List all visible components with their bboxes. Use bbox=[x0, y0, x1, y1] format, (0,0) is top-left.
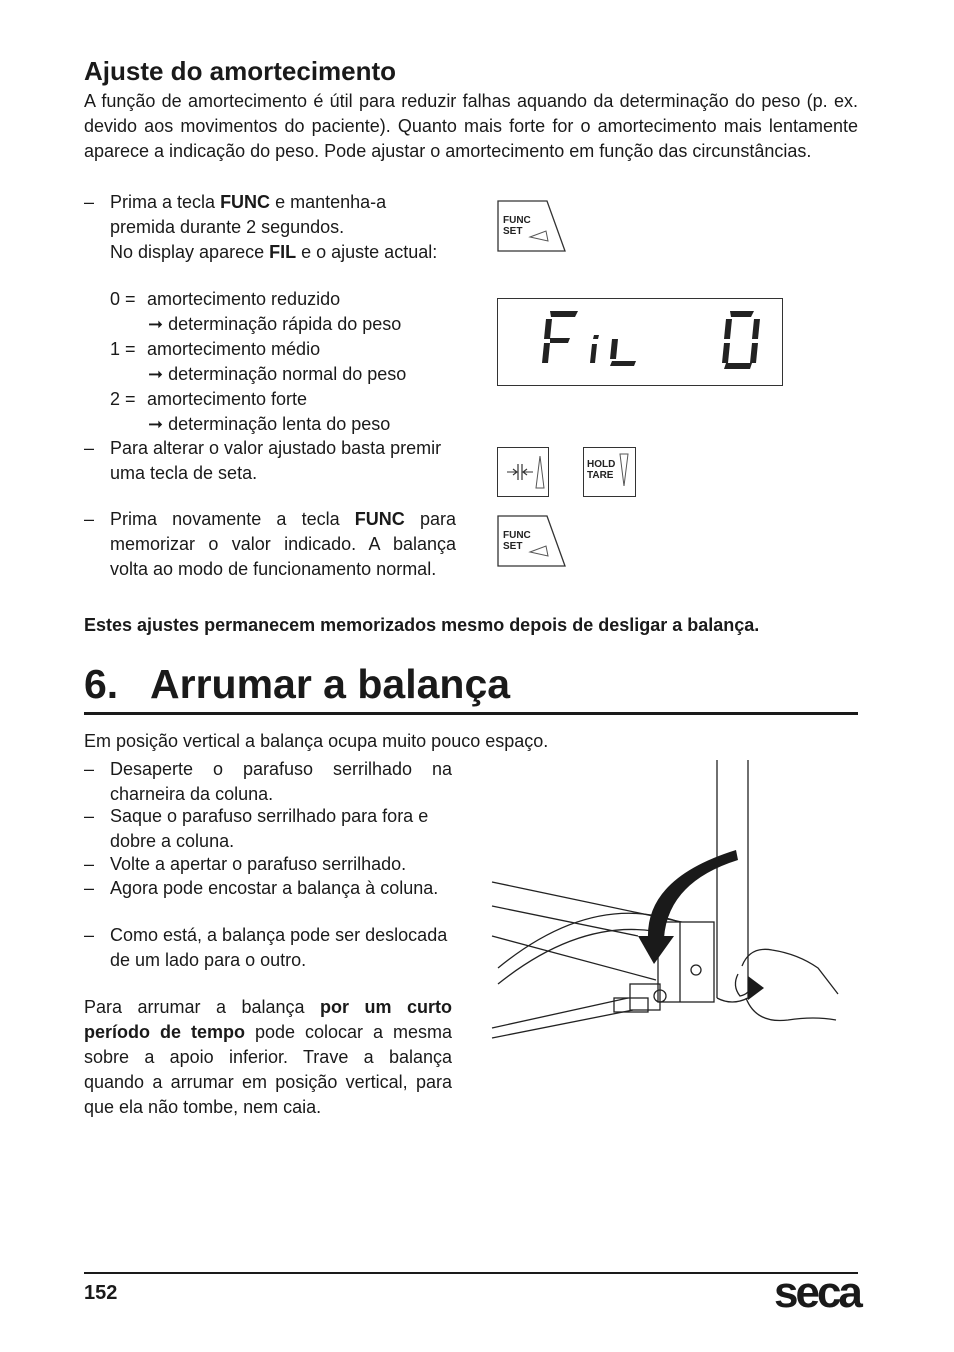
step3-key: FUNC bbox=[354, 509, 405, 529]
lcd-display bbox=[497, 298, 783, 386]
func-set-key[interactable] bbox=[497, 200, 567, 252]
step3-pre: Prima novamente a tecla bbox=[110, 509, 340, 529]
arrow-right-icon: ➞ bbox=[148, 414, 164, 434]
dash: – bbox=[84, 806, 95, 826]
rotate-arrow-icon bbox=[748, 976, 764, 1000]
option-0-label: amortecimento reduzido bbox=[147, 289, 341, 309]
brand-logo: seca bbox=[774, 1268, 860, 1317]
tare-arrow-icon bbox=[498, 448, 548, 496]
para-pre: Para arrumar a balança bbox=[84, 997, 305, 1017]
para-bold: por um curto período de tempo bbox=[84, 997, 452, 1042]
func-key-label: FUNC bbox=[503, 530, 531, 541]
display-note bbox=[110, 240, 456, 265]
tare-key-label: TARE bbox=[587, 470, 614, 481]
option-0-key: 0 = bbox=[110, 289, 136, 309]
chapter-lead: Em posição vertical a balança ocupa muito pouco espaço. bbox=[84, 731, 549, 751]
step2-text: Para alterar o valor ajustado basta premir uma tecla de seta. bbox=[110, 438, 442, 483]
bullet-text: Desaperte o parafuso serrilhado na charneira da coluna. bbox=[110, 759, 452, 804]
chapter-title-text: Arrumar a balança bbox=[150, 661, 511, 707]
memory-note: Estes ajustes permanecem memorizados mesmo depois de desligar a balança. bbox=[84, 615, 760, 635]
section-title: Ajuste do amortecimento bbox=[84, 56, 397, 86]
step3-text bbox=[110, 507, 456, 582]
option-1-result-text: determinação normal do peso bbox=[168, 364, 407, 384]
dash: – bbox=[84, 438, 95, 458]
func-key-label: FUNC bbox=[503, 215, 531, 226]
bullet-text: Agora pode encostar a balança à coluna. bbox=[110, 878, 439, 898]
folding-illustration bbox=[488, 758, 844, 1042]
step1-post: e mantenha-a premida durante 2 segundos. bbox=[110, 192, 387, 237]
intro-paragraph: A função de amortecimento é útil para reduzir falhas aquando da determinação do peso (p. ex. devido aos movimentos do paciente). Quanto mais forte for o amortecimento mais lentamente aparece a indicação do peso. Pode ajustar o amortecimento em função das circunstâncias. bbox=[84, 91, 858, 161]
option-2-label: amortecimento forte bbox=[147, 389, 308, 409]
bullet-text: Volte a apertar o parafuso serrilhado. bbox=[110, 854, 407, 874]
option-1-key: 1 = bbox=[110, 339, 136, 359]
set-key-label: SET bbox=[503, 226, 523, 237]
func-set-key-2[interactable] bbox=[497, 515, 567, 567]
option-0-result-text: determinação rápida do peso bbox=[168, 314, 402, 334]
arrow-right-icon: ➞ bbox=[148, 364, 164, 384]
page-number: 152 bbox=[84, 1282, 118, 1304]
chapter-rule bbox=[84, 712, 858, 715]
dash: – bbox=[84, 854, 95, 874]
display-post: e o ajuste actual: bbox=[301, 242, 438, 262]
option-1-result bbox=[148, 362, 406, 387]
step3-post: para memorizar o valor indicado. A balança volta ao modo de funcionamento normal. bbox=[110, 509, 456, 579]
bullet-text: Saque o parafuso serrilhado para fora e dobre a coluna. bbox=[110, 806, 429, 851]
dash: – bbox=[84, 925, 95, 945]
hold-key-label: HOLD bbox=[587, 459, 616, 470]
arrow-right-icon: ➞ bbox=[148, 314, 164, 334]
set-key-label: SET bbox=[503, 541, 523, 552]
step1-pre: Prima a tecla bbox=[110, 192, 216, 212]
option-2-result bbox=[148, 412, 390, 437]
dash: – bbox=[84, 759, 95, 779]
option-2-result-text: determinação lenta do peso bbox=[168, 414, 391, 434]
dash: – bbox=[84, 878, 95, 898]
chapter-title bbox=[84, 656, 510, 712]
dash: – bbox=[84, 509, 95, 529]
footer-rule bbox=[84, 1272, 858, 1274]
lcd-reading-fil0 bbox=[498, 299, 782, 385]
option-1-label: amortecimento médio bbox=[147, 339, 321, 359]
hold-tare-key[interactable] bbox=[583, 447, 636, 497]
arrow-key[interactable] bbox=[497, 447, 549, 497]
para-post: pode colocar a mesma sobre a apoio inferior. Trave a balança quando a arrumar em posição vertical, para que ela não tombe, nem caia. bbox=[84, 1022, 452, 1117]
display-pre: No display aparece bbox=[110, 242, 265, 262]
step1-key: FUNC bbox=[220, 192, 271, 212]
chapter-number: 6. bbox=[84, 661, 119, 707]
option-2-key: 2 = bbox=[110, 389, 136, 409]
storage-paragraph bbox=[84, 995, 452, 1120]
display-code: FIL bbox=[269, 242, 297, 262]
option-0-result bbox=[148, 312, 401, 337]
bullet-text: Como está, a balança pode ser deslocada de um lado para o outro. bbox=[110, 925, 448, 970]
dash: – bbox=[84, 192, 95, 212]
